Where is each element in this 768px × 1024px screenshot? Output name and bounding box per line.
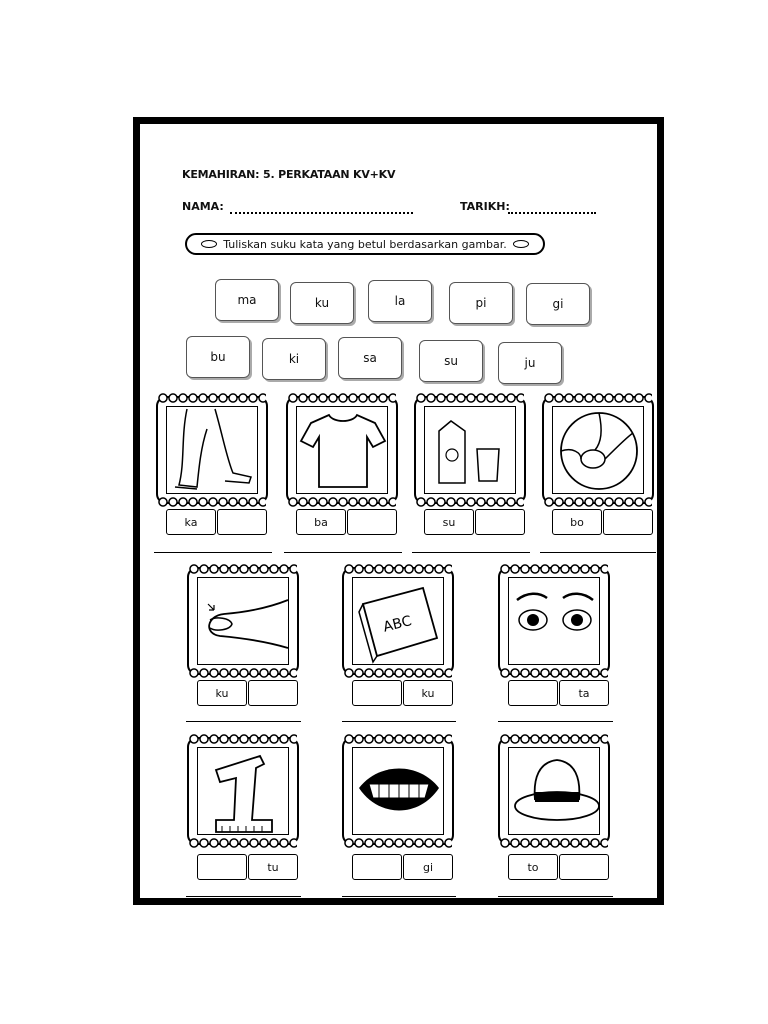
answer-box[interactable]: [475, 509, 525, 535]
banner-cap-left-icon: [201, 240, 217, 248]
answer-line[interactable]: [284, 552, 402, 553]
syllable-card[interactable]: su: [419, 340, 483, 382]
answer-line[interactable]: [540, 552, 656, 553]
shirt-icon: [297, 407, 389, 495]
given-syllable-box: ku: [403, 680, 453, 706]
answer-line[interactable]: [154, 552, 272, 553]
legs-icon: [167, 407, 259, 495]
given-syllable-box: su: [424, 509, 474, 535]
answer-line[interactable]: [342, 896, 456, 897]
finger-nail-icon: [198, 578, 290, 666]
answer-line[interactable]: [186, 896, 301, 897]
picture-card-book: [342, 567, 454, 675]
syllable-card[interactable]: ku: [290, 282, 354, 324]
answer-line[interactable]: [186, 721, 301, 722]
answer-box[interactable]: [248, 680, 298, 706]
answer-box[interactable]: [352, 680, 402, 706]
given-syllable-box: ku: [197, 680, 247, 706]
given-syllable-box: ba: [296, 509, 346, 535]
picture-card-hat: [498, 737, 610, 845]
date-field[interactable]: [508, 212, 596, 214]
syllable-card[interactable]: sa: [338, 337, 402, 379]
answer-line[interactable]: [498, 721, 613, 722]
picture-card-one: [187, 737, 299, 845]
eyes-icon: [509, 578, 601, 666]
syllable-card[interactable]: ju: [498, 342, 562, 384]
given-syllable-box: to: [508, 854, 558, 880]
svg-text:ABC: ABC: [381, 613, 414, 636]
syllable-card[interactable]: ma: [215, 279, 279, 321]
answer-line[interactable]: [412, 552, 530, 553]
syllable-card[interactable]: la: [368, 280, 432, 322]
picture-card-milk: [414, 396, 526, 504]
syllable-card[interactable]: bu: [186, 336, 250, 378]
answer-box[interactable]: [559, 854, 609, 880]
given-syllable-box: bo: [552, 509, 602, 535]
name-field[interactable]: [230, 212, 413, 214]
syllable-card[interactable]: pi: [449, 282, 513, 324]
milk-icon: [425, 407, 517, 495]
syllable-card[interactable]: gi: [526, 283, 590, 325]
answer-box[interactable]: [347, 509, 397, 535]
hat-icon: [509, 748, 601, 836]
answer-box[interactable]: [603, 509, 653, 535]
given-syllable-box: ta: [559, 680, 609, 706]
answer-box[interactable]: [217, 509, 267, 535]
syllable-card[interactable]: ki: [262, 338, 326, 380]
picture-card-ball: [542, 396, 654, 504]
picture-card-legs: [156, 396, 268, 504]
given-syllable-box: tu: [248, 854, 298, 880]
number-one-icon: [198, 748, 290, 836]
picture-card-shirt: [286, 396, 398, 504]
picture-card-eyes: [498, 567, 610, 675]
instruction-text: Tuliskan suku kata yang betul berdasarkan gambar.: [223, 237, 507, 251]
answer-line[interactable]: [342, 721, 456, 722]
teeth-icon: [353, 748, 445, 836]
answer-box[interactable]: [508, 680, 558, 706]
book-icon: [353, 578, 445, 666]
picture-card-teeth: [342, 737, 454, 845]
name-label: NAMA:: [182, 200, 224, 213]
answer-line[interactable]: [498, 896, 613, 897]
instruction-banner: [185, 233, 545, 255]
answer-box[interactable]: [197, 854, 247, 880]
answer-box[interactable]: [352, 854, 402, 880]
date-label: TARIKH:: [460, 200, 510, 213]
banner-cap-right-icon: [513, 240, 529, 248]
worksheet: [133, 117, 664, 905]
given-syllable-box: gi: [403, 854, 453, 880]
picture-card-nail: [187, 567, 299, 675]
ball-icon: [553, 407, 645, 495]
given-syllable-box: ka: [166, 509, 216, 535]
worksheet-title: KEMAHIRAN: 5. PERKATAAN KV+KV: [182, 168, 396, 181]
